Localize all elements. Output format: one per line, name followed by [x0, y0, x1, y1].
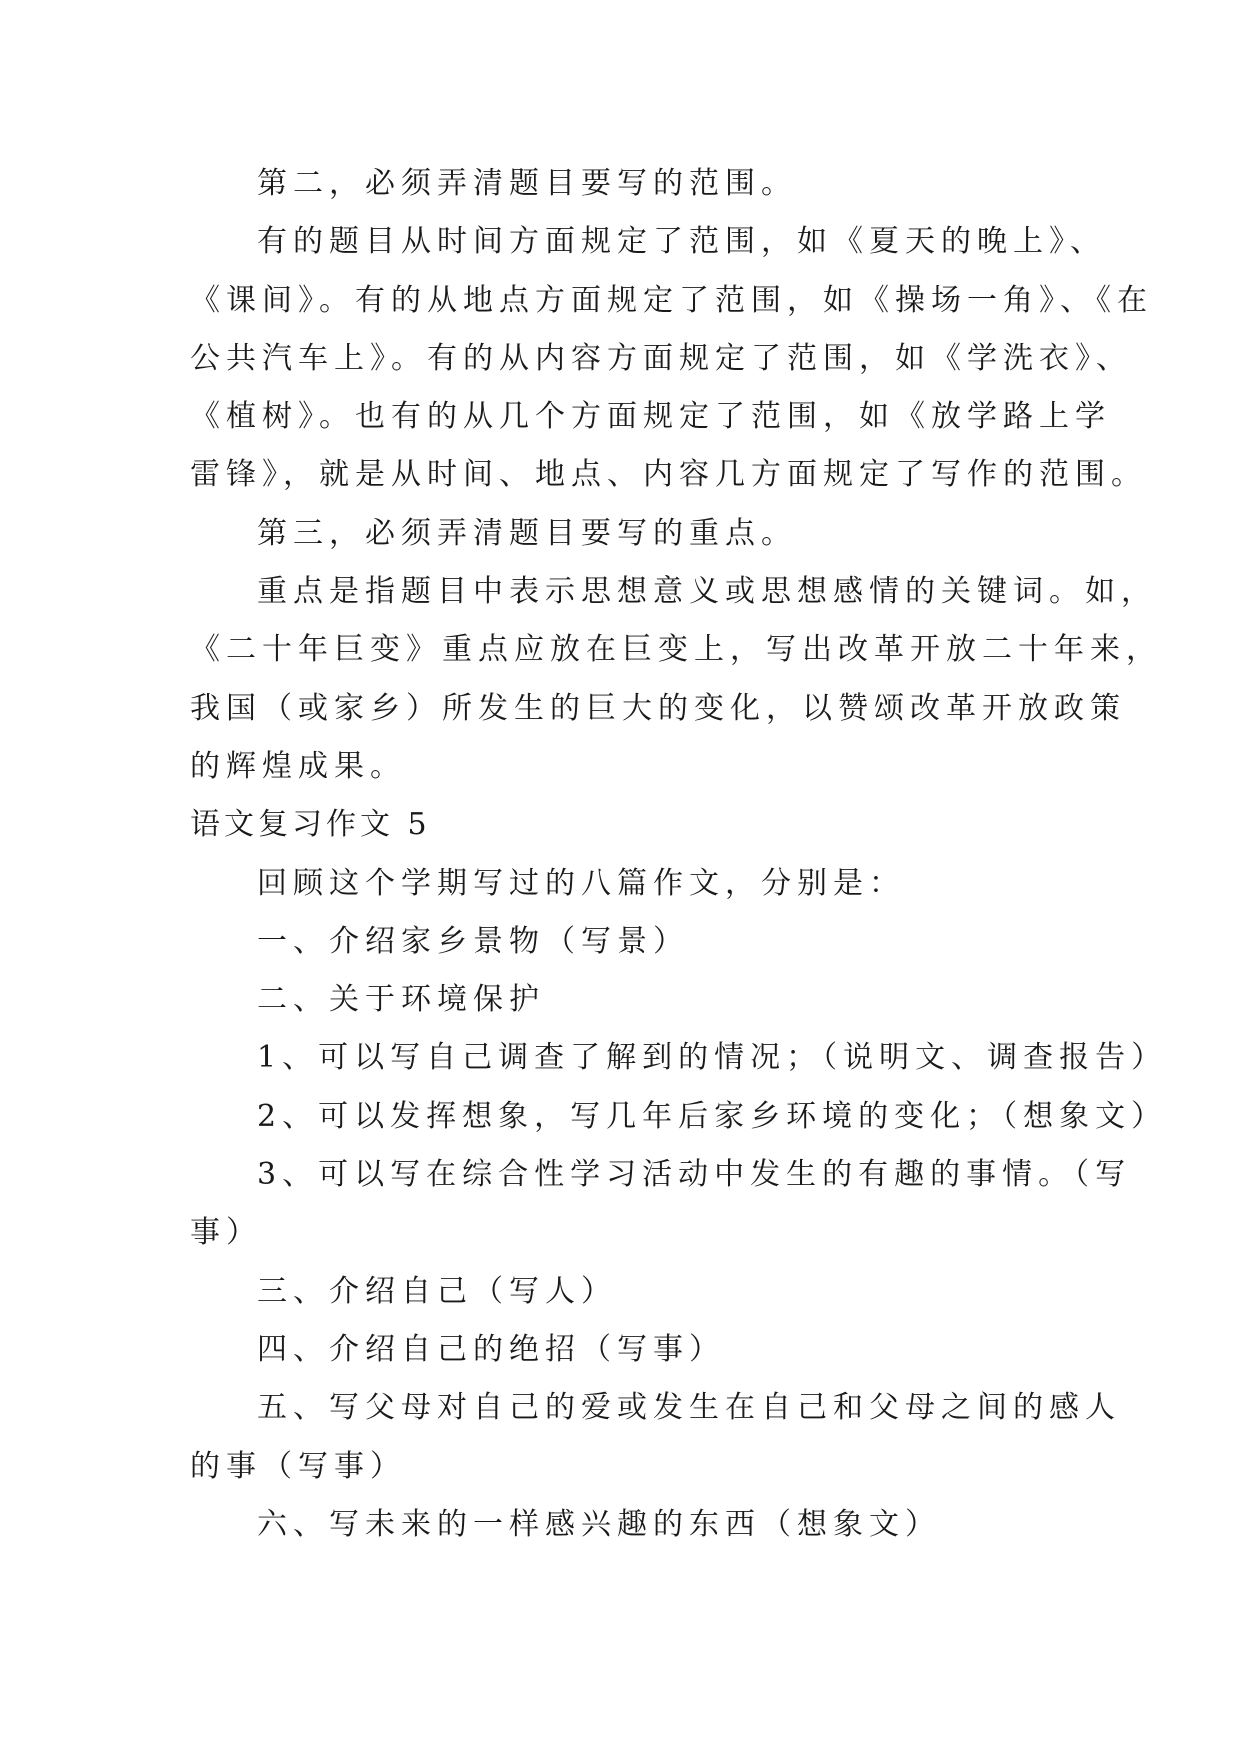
paragraph-line: 雷锋》，就是从时间、地点、内容几方面规定了写作的范围。 — [190, 457, 1147, 493]
paragraph-line: 《二十年巨变》重点应放在巨变上，写出改革开放二十年来， — [190, 632, 1162, 668]
list-item: 3、可以写在综合性学习活动中发生的有趣的事情。（写 — [257, 1157, 1132, 1193]
paragraph-line: 《课间》。有的从地点方面规定了范围，如《操场一角》、《在 — [190, 282, 1153, 318]
list-item: 四、介绍自己的绝招（写事） — [257, 1331, 725, 1367]
list-item: 2、可以发挥想象，写几年后家乡环境的变化；（想象文） — [257, 1098, 1168, 1134]
list-item: 二、关于环境保护 — [257, 982, 545, 1018]
paragraph-line: 第二，必须弄清题目要写的范围。 — [257, 166, 797, 201]
list-item: 三、介绍自己（写人） — [257, 1273, 617, 1309]
list-item: 六、写未来的一样感兴趣的东西（想象文） — [257, 1506, 941, 1542]
list-item: 1、可以写自己调查了解到的情况；（说明文、调查报告） — [257, 1040, 1168, 1076]
list-item: 五、写父母对自己的爱或发生在自己和父母之间的感人 — [257, 1390, 1121, 1426]
paragraph-line: 第三，必须弄清题目要写的重点。 — [257, 515, 797, 551]
section-heading: 语文复习作文 5 — [190, 807, 431, 843]
paragraph-line: 有的题目从时间方面规定了范围，如《夏天的晚上》、 — [257, 224, 1106, 260]
paragraph-line: 我国（或家乡）所发生的巨大的变化，以赞颂改革开放政策 — [190, 690, 1126, 726]
list-item: 一、介绍家乡景物（写景） — [257, 923, 689, 959]
paragraph-line: 重点是指题目中表示思想意义或思想感情的关键词。如， — [257, 574, 1157, 610]
paragraph-line: 的辉煌成果。 — [190, 748, 406, 784]
paragraph-line: 公共汽车上》。有的从内容方面规定了范围，如《学洗衣》、 — [190, 340, 1132, 376]
paragraph-line: 回顾这个学期写过的八篇作文，分别是： — [257, 865, 905, 901]
paragraph-line: 《植树》。也有的从几个方面规定了范围，如《放学路上学 — [190, 399, 1111, 435]
list-item-continuation: 事） — [190, 1215, 262, 1251]
list-item-continuation: 的事（写事） — [190, 1448, 406, 1484]
document-page — [190, 155, 1168, 1554]
